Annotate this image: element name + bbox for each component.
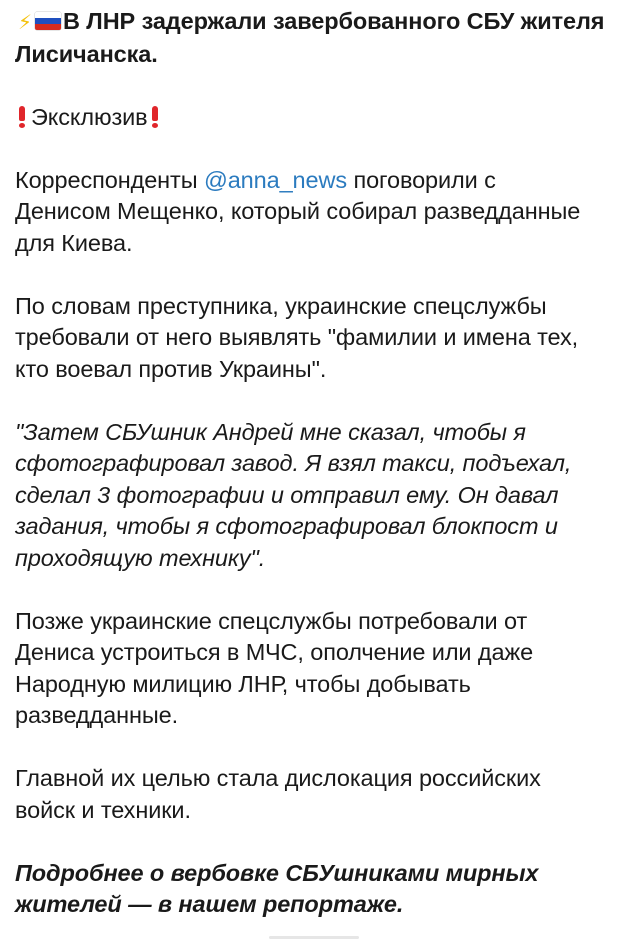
paragraph-text: Главной их целью стала дислокация российских [15,765,541,791]
intro-text: поговорили с [347,166,496,193]
headline-line-1: В ЛНР задержали завербованного СБУ жителя [63,8,605,34]
paragraph-text: Дениса устроиться в МЧС, ополчение или даже [15,639,534,665]
lightning-icon: ⚡ [18,12,32,34]
paragraph-text: разведданные. [15,702,179,728]
intro-text: для Киева. [15,229,133,256]
report-footer [15,858,615,921]
paragraph-main-goal [15,763,615,826]
quote-text: сделал 3 фотографии и отправил ему. Он давал [15,481,559,508]
paragraph-text: войск и техники. [15,796,191,823]
paragraph-text: Народную милицию ЛНР, чтобы добывать [15,670,471,697]
exclamation-icon [152,106,158,128]
quote-paragraph [15,417,615,575]
paragraph-later-demands [15,606,615,732]
quote-text: сфотографировал завод. Я взял такси, подъехал, [15,450,572,476]
exclamation-icon [19,106,25,128]
paragraph-intro [15,165,615,260]
russian-flag-icon [35,12,61,30]
exclusive-text: Эксклюзив [31,103,148,130]
quote-text: задания, чтобы я сфотографировал блокпост и [15,513,558,539]
quote-text: проходящую технику". [15,544,266,571]
paragraph-text: кто воевал против Украины". [15,355,327,382]
headline [15,6,615,70]
quote-text: "Затем СБУшник Андрей мне сказал, чтобы я [15,418,526,445]
paragraph-text: По словам преступника, украинские спецслужбы [15,292,547,319]
paragraph-text: требовали от него выявлять "фамилии и имена тех, [15,324,579,350]
anna-news-link[interactable]: @anna_news [203,166,348,193]
message-body [15,6,615,921]
headline-line-2: Лисичанска. [15,41,158,67]
exclusive-label [15,102,615,134]
paragraph-text: Позже украинские спецслужбы потребовали от [15,607,528,634]
paragraph-criminal-words [15,291,615,386]
intro-text: Корреспонденты [15,166,204,193]
intro-text: Денисом Мещенко, который собирал разведданные [15,198,581,224]
footer-text: жителей — в нашем репортаже. [15,891,404,917]
footer-text: Подробнее о вербовке СБУшниками мирных [15,859,539,886]
